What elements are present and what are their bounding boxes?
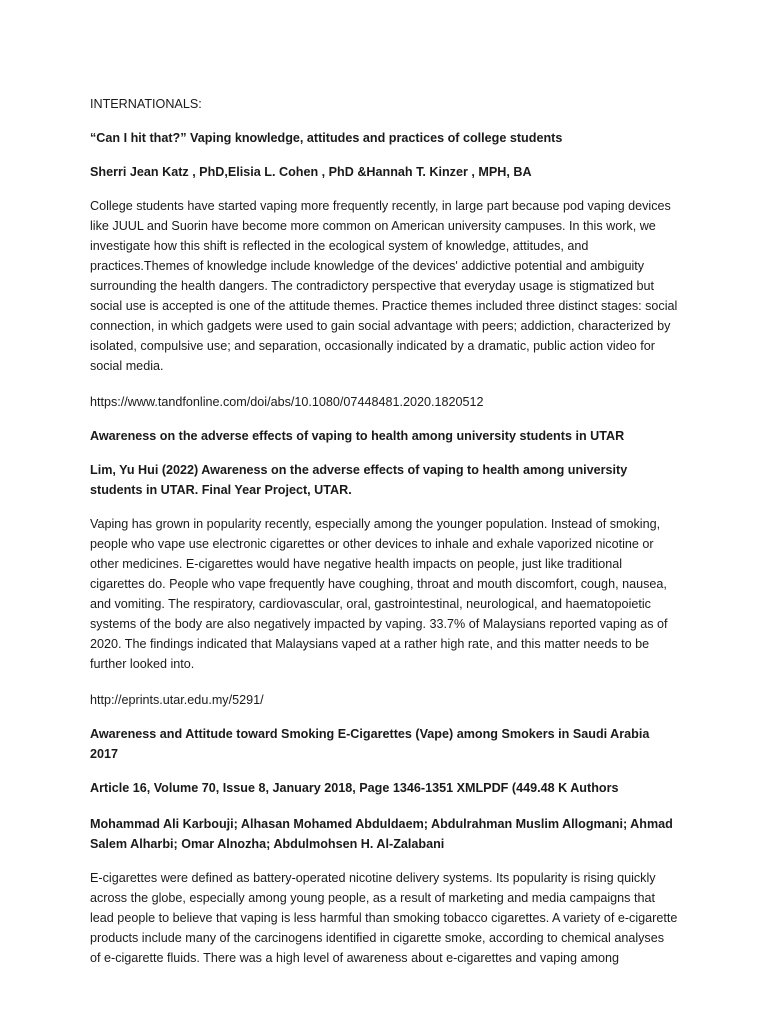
article2-citation: Lim, Yu Hui (2022) Awareness on the adverse effects of vaping to health among university students in UTAR. Final Year Project, UTAR.	[90, 463, 628, 497]
article2-link[interactable]: http://eprints.utar.edu.my/5291/	[90, 693, 264, 707]
article1-link[interactable]: https://www.tandfonline.com/doi/abs/10.1080/07448481.2020.1820512	[90, 395, 484, 409]
section-heading: INTERNATIONALS:	[90, 97, 202, 111]
article2-abstract: Vaping has grown in popularity recently, especially among the younger population. Instead of smoking, people who vape use electronic cigarettes or other devices to inhale and exhale vaporized nicotine or other medicines. E-cigarettes would have negative health impacts on people, just like traditional cigarettes do. People who vape frequently have coughing, throat and mouth discomfort, cough, nausea, and vomiting. The respiratory, cardiovascular, oral, gastrointestinal, neurological, and haematopoietic systems of the body are also negatively impacted by vaping. 33.7% of Malaysians reported vaping as of 2020. The findings indicated that Malaysians vaped at a rather high rate, and this matter needs to be further looked into.	[90, 517, 668, 671]
article1-authors: Sherri Jean Katz , PhD,Elisia L. Cohen , PhD &Hannah T. Kinzer , MPH, BA	[90, 165, 532, 179]
article1-abstract: College students have started vaping more frequently recently, in large part because pod vaping devices like JUUL and Suorin have become more common on American university campuses. In this work, we investigate how this shift is reflected in the ecological system of knowledge, attitudes, and practices.Themes of knowledge include knowledge of the devices' addictive potential and ambiguity surrounding the health dangers. The contradictory perspective that everyday usage is stigmatized but social use is accepted is one of the attitude themes. Practice themes included three distinct stages: social connection, in which gadgets were used to gain social advantage with peers; addiction, characterized by isolated, compulsive use; and separation, occasionally indicated by a dramatic, public action video for social media.	[90, 199, 678, 373]
article3-authors: Mohammad Ali Karbouji; Alhasan Mohamed Abduldaem; Abdulrahman Muslim Allogmani; Ahmad Salem Alharbi; Omar Alnozha; Abdulmohsen H. Al-Zalabani	[90, 817, 673, 851]
article3-publication: Article 16, Volume 70, Issue 8, January 2018, Page 1346-1351 XMLPDF (449.48 K Authors	[90, 781, 619, 795]
article3-title: Awareness and Attitude toward Smoking E-Cigarettes (Vape) among Smokers in Saudi Arabia 2017	[90, 727, 650, 761]
article3-abstract: E-cigarettes were defined as battery-operated nicotine delivery systems. Its popularity is rising quickly across the globe, especially among young people, as a result of marketing and media campaigns that lead people to believe that vaping is less harmful than smoking tobacco cigarettes. A variety of e-cigarette products include many of the carcinogens identified in cigarette smoke, according to chemical analyses of e-cigarette fluids. There was a high level of awareness about e-cigarettes and vaping among	[90, 871, 678, 965]
article2-title: Awareness on the adverse effects of vaping to health among university students in UTAR	[90, 429, 625, 443]
article1-title: “Can I hit that?” Vaping knowledge, attitudes and practices of college students	[90, 131, 563, 145]
